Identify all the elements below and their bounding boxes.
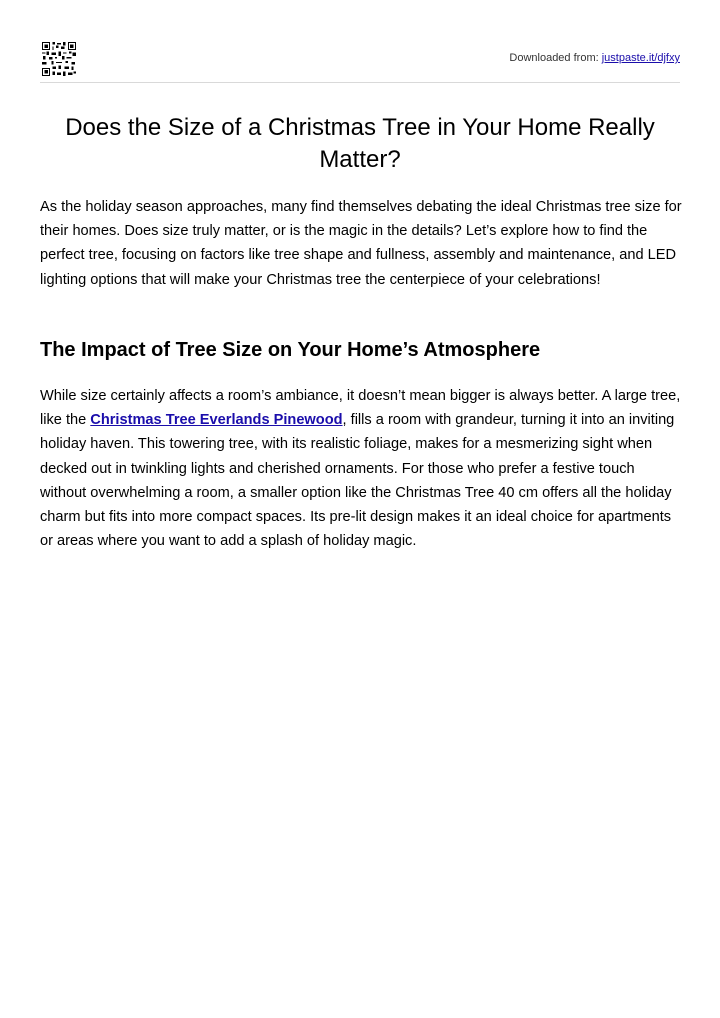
paragraph-text-before-link: While size certainly affects a room’s ambiance, it doesn’t mean bigger is always better. A large tree, like the [40,388,681,429]
christmas-tree-everlands-pinewood-link[interactable]: Christmas Tree Everlands Pinewood [90,412,343,429]
downloaded-label: Downloaded from: [509,52,599,64]
paragraph-text-after-link: , fills a room with grandeur, turning it into an inviting holiday haven. This towering tree, with its realistic foliage, makes for a mesmerizing sight when decked out in twinkling lights and cherished ornaments. For those who prefer a festive touch without overwhelming a room, a smaller option like the Christmas Tree 40 cm offers all the holiday charm but fits into more compact spaces. Its pre-lit design makes it an ideal choice for apartments or areas where you want to add a splash of holiday magic. [40,412,675,550]
page-title: Does the Size of a Christmas Tree in Your Home Really Matter? [65,114,655,173]
source-link[interactable]: justpaste.it/djfxy [601,52,680,64]
qr-code-icon [42,42,76,76]
intro-paragraph: As the holiday season approaches, many find themselves debating the ideal Christmas tree size for their homes. Does size truly matter, or is the magic in the details? Let’s explore how to find the perfect tree, focusing on factors like tree shape and fullness, assembly and maintenance, and LED lighting options that will make your Christmas tree the centerpiece of your celebrations! [40,199,682,288]
download-source [509,52,680,64]
page-header [40,42,680,83]
section-heading: The Impact of Tree Size on Your Home’s Atmosphere [40,339,541,361]
section-paragraph [40,384,682,553]
